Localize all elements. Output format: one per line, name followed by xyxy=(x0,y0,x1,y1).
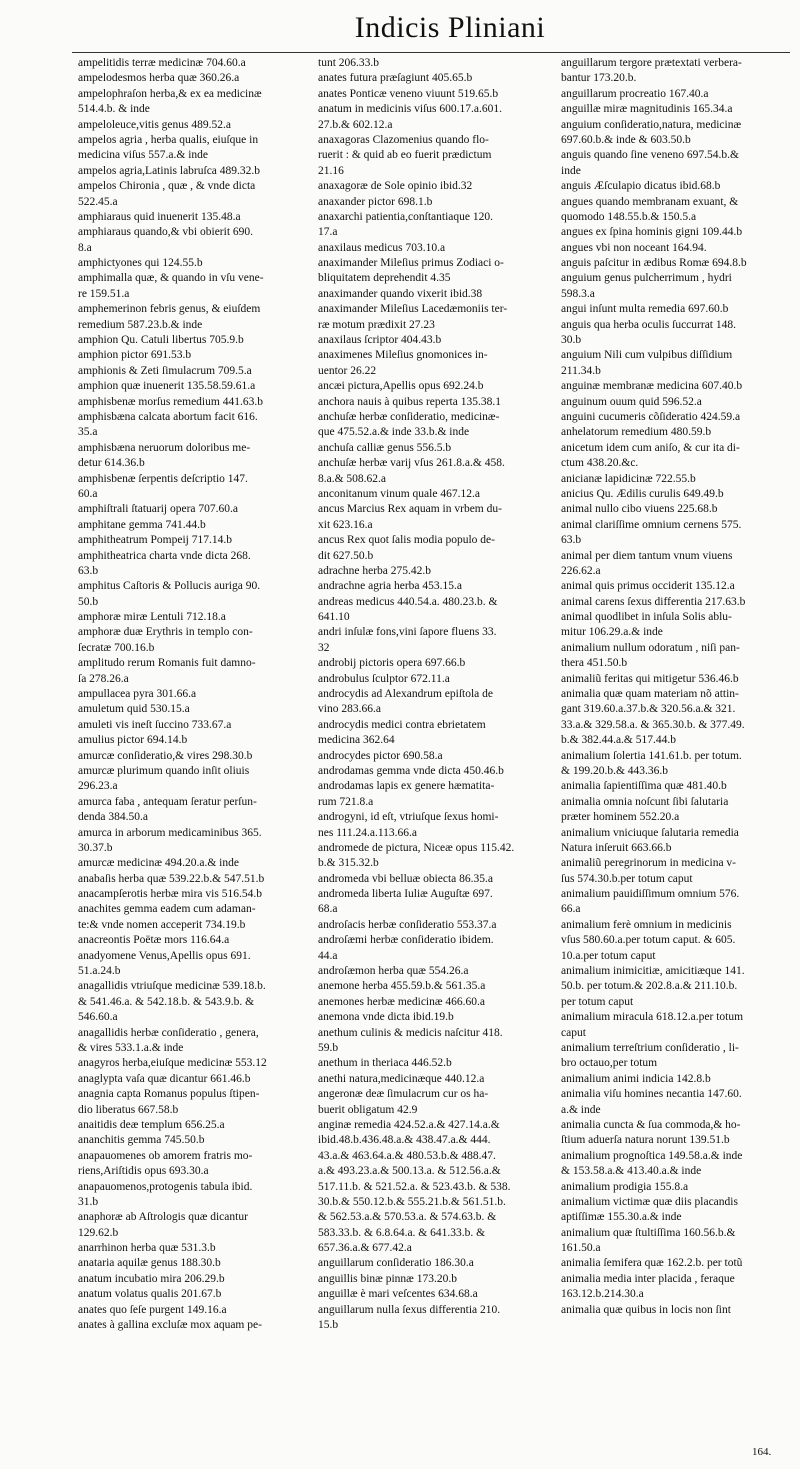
index-entry-line: 68.a xyxy=(318,903,338,916)
index-entry-line: amuletum quid 530.15.a xyxy=(78,703,190,716)
index-entry-line: anaglypta vaſa quæ dicantur 661.46.b xyxy=(78,1072,251,1085)
index-entry-line: b.& 382.44.a.& 517.44.b xyxy=(561,734,676,747)
index-entry-line: 129.62.b xyxy=(78,1226,119,1239)
index-entry-line: 514.4.b. & inde xyxy=(78,103,150,116)
index-entry-line: androſæmi herbæ conſideratio ibidem. xyxy=(318,934,494,947)
index-entry-line: ampelitidis terræ medicinæ 704.60.a xyxy=(78,57,246,69)
index-entry-line: anguium genus pulcherrimum , hydri xyxy=(561,272,732,285)
index-entry-line: animal nullo cibo viuens 225.68.b xyxy=(561,503,718,516)
index-entry-line: andromeda vbi belluæ obiecta 86.35.a xyxy=(318,872,494,885)
index-entry-line: andri inſulæ fons,vini ſapore fluens 33. xyxy=(318,626,497,639)
index-entry-line: dio liberatus 667.58.b xyxy=(78,1103,179,1116)
index-entry-line: androdamas gemma vnde dicta 450.46.b xyxy=(318,764,504,777)
index-entry-line: anatum volatus qualis 201.67.b xyxy=(78,1288,222,1301)
index-entry-line: androcydis medici contra ebrietatem xyxy=(318,718,486,731)
index-entry-line: anhelatorum remedium 480.59.b xyxy=(561,426,712,439)
index-entry-line: angues ex ſpina hominis gigni 109.44.b xyxy=(561,226,743,239)
index-entry-line: amphiaraus quid inuenerit 135.48.a xyxy=(78,210,241,223)
index-entry-line: anginæ remedia 424.52.a.& 427.14.a.& xyxy=(318,1118,500,1131)
index-entry-line: thera 451.50.b xyxy=(561,657,628,670)
index-entry-line: 44.a xyxy=(318,949,338,962)
index-entry-line: 33.a.& 329.58.a. & 365.30.b. & 377.49. xyxy=(561,718,745,731)
index-entry-line: animal quis primus occiderit 135.12.a xyxy=(561,580,735,593)
index-entry-line: anguium conſideratio,natura, medicinæ xyxy=(561,118,742,131)
index-entry-line: 583.33.b. & 6.8.64.a. & 641.33.b. & xyxy=(318,1226,486,1239)
index-entry-line: amphion pictor 691.53.b xyxy=(78,349,192,362)
index-entry-line: anguillarum conſideratio 186.30.a xyxy=(318,1257,474,1270)
index-entry-line: 31.b xyxy=(78,1195,99,1208)
index-entry-line: anguini cucumeris cõſideratio 424.59.a xyxy=(561,410,741,423)
index-entry-line: 641.10 xyxy=(318,611,350,624)
index-entry-line: anagallidis herbæ conſideratio , genera, xyxy=(78,1026,259,1039)
index-entry-line: 226.62.a xyxy=(561,564,601,577)
index-entry-line: amphoræ miræ Lentuli 712.18.a xyxy=(78,611,226,624)
index-entry-line: inde xyxy=(561,164,581,177)
index-entry-line: gant 319.60.a.37.b.& 320.56.a.& 321. xyxy=(561,703,736,716)
index-entry-line: amurcæ conſideratio,& vires 298.30.b xyxy=(78,749,253,762)
index-entry-line: animalium prognoſtica 149.58.a.& inde xyxy=(561,1149,743,1162)
index-entry-line: 522.45.a xyxy=(78,195,118,208)
index-entry-line: anatum in medicinis viſus 600.17.a.601. xyxy=(318,103,502,116)
index-entry-line: denda 384.50.a xyxy=(78,811,148,824)
index-entry-line: anates futura præſagiunt 405.65.b xyxy=(318,72,473,85)
index-entry-line: 35.a xyxy=(78,426,98,439)
index-entry-line: anaximander Mileſius primus Zodiaci o- xyxy=(318,257,504,270)
index-entry-line: bro octauo,per totum xyxy=(561,1057,658,1070)
index-entry-line: animalium miracula 618.12.a.per totum xyxy=(561,1011,744,1024)
index-entry-line: ampullacea pyra 301.66.a xyxy=(78,688,197,701)
index-entry-line: animalia quæ quibus in locis non ſint xyxy=(561,1303,731,1316)
index-entry-line: ancus Rex quot ſalis modia populo de- xyxy=(318,534,495,547)
index-entry-line: anates quo ſeſe purgent 149.16.a xyxy=(78,1303,227,1316)
index-entry-line: re 159.51.a xyxy=(78,287,130,300)
index-entry-line: anates à gallina excluſæ mox aquam pe- xyxy=(78,1319,262,1332)
index-entry-line: anguillæ è mari veſcentes 634.68.a xyxy=(318,1288,478,1301)
index-entry-line: amphion quæ inuenerit 135.58.59.61.a xyxy=(78,380,256,393)
index-entry-line: ampelos Chironia , quæ , & vnde dicta xyxy=(78,180,256,193)
index-entry-line: anguillis binæ pinnæ 173.20.b xyxy=(318,1272,457,1285)
index-entry-line: animalium terreſtrium conſideratio , li- xyxy=(561,1042,739,1054)
index-entry-line: anaximander quando vixerit ibid.38 xyxy=(318,287,483,300)
index-entry-line: ſecratæ 700.16.b xyxy=(78,641,155,654)
index-entry-line: ampelos agria , herba qualis, eiuſque in xyxy=(78,133,259,146)
index-entry-line: anaxagoras Clazomenius quando flo- xyxy=(318,133,489,146)
index-entry-line: que 475.52.a.& inde 33.b.& inde xyxy=(318,426,470,439)
index-entry-line: anates Ponticæ veneno viuunt 519.65.b xyxy=(318,87,499,100)
index-entry-line: animalium prodigia 155.8.a xyxy=(561,1180,689,1193)
index-entry-line: amulius pictor 694.14.b xyxy=(78,734,188,747)
index-entry-line: animal carens ſexus differentia 217.63.b xyxy=(561,595,746,608)
index-entry-line: anguinæ membranæ medicina 607.40.b xyxy=(561,380,743,393)
index-entry-line: androdamas lapis ex genere hæmatita- xyxy=(318,780,495,793)
index-entry-line: & 541.46.a. & 542.18.b. & 543.9.b. & xyxy=(78,995,255,1008)
index-entry-line: androſacis herbæ conſideratio 553.37.a xyxy=(318,918,497,931)
index-entry-line: amphisbæna neruorum doloribus me- xyxy=(78,441,251,454)
index-entry-line: androgyni, id eſt, vtriuſque ſexus homi- xyxy=(318,811,499,824)
index-entry-line: anchuſæ herbæ varij vſus 261.8.a.& 458. xyxy=(318,457,505,470)
index-entry-line: 17.a xyxy=(318,226,338,239)
index-entry-line: 30.b.& 550.12.b.& 555.21.b.& 561.51.b. xyxy=(318,1195,506,1208)
index-entry-line: adrachne herba 275.42.b xyxy=(318,564,432,577)
index-entry-line: buerit obligatum 42.9 xyxy=(318,1103,418,1116)
index-entry-line: animalia cuncta & ſua commoda,& ho- xyxy=(561,1118,741,1131)
index-entry-line: anconitanum vinum quale 467.12.a xyxy=(318,487,480,500)
index-entry-line: andrachne agria herba 453.15.a xyxy=(318,580,462,593)
index-entry-line: angues quando membranam exuant, & xyxy=(561,195,739,208)
index-entry-line: remedium 587.23.b.& inde xyxy=(78,318,203,331)
index-entry-line: animalium victimæ quæ diis placandis xyxy=(561,1195,738,1208)
index-entry-line: amphitus Caſtoris & Pollucis auriga 90. xyxy=(78,580,261,593)
index-entry-line: angeronæ deæ ſimulacrum cur os ha- xyxy=(318,1088,489,1101)
index-entry-line: anapauomenos,protogenis tabula ibid. xyxy=(78,1180,253,1193)
index-entry-line: animalium pauidiſſimum omnium 576. xyxy=(561,888,740,901)
index-entry-line: anaphoræ ab Aſtrologis quæ dicantur xyxy=(78,1211,248,1224)
index-entry-line: a.& inde xyxy=(561,1103,601,1116)
index-entry-line: androcydes pictor 690.58.a xyxy=(318,749,443,762)
index-entry-line: amuleti vis ineſt ſuccino 733.67.a xyxy=(78,718,232,731)
index-entry-line: animalia ſemifera quæ 162.2.b. per totũ xyxy=(561,1257,743,1270)
index-entry-line: 546.60.a xyxy=(78,1011,118,1024)
index-entry-line: animalium vniciuque ſalutaria remedia xyxy=(561,826,739,839)
index-entry-line: ctum 438.20.&c. xyxy=(561,457,639,470)
index-entry-line: 43.a.& 463.64.a.& 480.53.b.& 488.47. xyxy=(318,1149,496,1162)
index-entry-line: anguillarum procreatio 167.40.a xyxy=(561,87,709,100)
index-entry-line: angues vbi non noceant 164.94. xyxy=(561,241,707,254)
index-entry-line: anaximander Mileſius Lacedæmoniis ter- xyxy=(318,303,508,316)
index-entry-line: amurca in arborum medicaminibus 365. xyxy=(78,826,262,839)
index-entry-line: anguis qua herba oculis ſuccurrat 148. xyxy=(561,318,736,331)
index-entry-line: caput xyxy=(561,1026,586,1039)
index-entry-line: 657.36.a.& 677.42.a xyxy=(318,1242,412,1255)
index-entry-line: amphitheatrum Pompeij 717.14.b xyxy=(78,534,232,547)
index-entry-line: anethi natura,medicinæque 440.12.a xyxy=(318,1072,485,1085)
index-entry-line: rum 721.8.a xyxy=(318,795,374,808)
index-entry-line: anabaſis herba quæ 539.22.b.& 547.51.b xyxy=(78,872,265,885)
index-entry-line: nes 111.24.a.113.66.a xyxy=(318,826,418,839)
index-entry-line: anethum in theriaca 446.52.b xyxy=(318,1057,452,1070)
index-entry-line: andromede de pictura, Niceæ opus 115.42. xyxy=(318,841,515,854)
index-entry-line: præter hominem 552.20.a xyxy=(561,811,680,824)
index-entry-line: a.& 493.23.a.& 500.13.a. & 512.56.a.& xyxy=(318,1165,501,1178)
index-column-2 xyxy=(318,56,556,1333)
index-entry-line: 8.a.& 508.62.a xyxy=(318,472,387,485)
index-entry-line: anaximenes Mileſius gnomonices in- xyxy=(318,349,488,362)
index-entry-line: anicianæ lapidicinæ 722.55.b xyxy=(561,472,696,485)
index-entry-line: animal quodlibet in inſula Solis ablu- xyxy=(561,611,732,624)
index-entry-line: 296.23.a xyxy=(78,780,118,793)
index-entry-line: ananchitis gemma 745.50.b xyxy=(78,1134,205,1147)
index-entry-line: anaxagoræ de Sole opinio ibid.32 xyxy=(318,180,473,193)
index-entry-line: bantur 173.20.b. xyxy=(561,72,637,85)
index-entry-line: animalium ſolertia 141.61.b. per totum. xyxy=(561,749,742,762)
index-entry-line: 21.16 xyxy=(318,164,344,177)
index-entry-line: ancæi pictura,Apellis opus 692.24.b xyxy=(318,380,484,393)
index-entry-line: amphemerinon febris genus, & eiuſdem xyxy=(78,303,261,316)
index-entry-line: anapauomenes ob amorem fratris mo- xyxy=(78,1149,253,1162)
index-entry-line: anchora nauis à quibus reperta 135.38.1 xyxy=(318,395,501,408)
index-entry-line: amphitane gemma 741.44.b xyxy=(78,518,206,531)
index-entry-line: 30.37.b xyxy=(78,841,113,854)
index-entry-line: anacampſerotis herbæ mira vis 516.54.b xyxy=(78,888,262,901)
index-entry-line: anguillæ miræ magnitudinis 165.34.a xyxy=(561,103,733,116)
index-entry-line: amphion Qu. Catuli libertus 705.9.b xyxy=(78,334,244,347)
index-entry-line: anguis paſcitur in ædibus Romæ 694.8.b xyxy=(561,257,747,270)
index-entry-line: riens,Ariſtidis opus 693.30.a xyxy=(78,1165,209,1178)
index-entry-line: anethum culinis & medicis naſcitur 418. xyxy=(318,1026,503,1039)
index-entry-line: anguillarum nulla ſexus differentia 210. xyxy=(318,1303,501,1316)
index-entry-line: ſus 574.30.b.per totum caput xyxy=(561,872,693,885)
index-entry-line: vſus 580.60.a.per totum caput. & 605. xyxy=(561,934,736,947)
index-entry-line: androcydis ad Alexandrum epiſtola de xyxy=(318,688,494,701)
index-entry-line: medicina viſus 557.a.& inde xyxy=(78,149,208,162)
index-entry-line: anaxarchi patientia,conſtantiaque 120. xyxy=(318,210,493,223)
index-entry-line: 15.b xyxy=(318,1319,339,1332)
index-entry-line: amphiaraus quando,& vbi obierit 690. xyxy=(78,226,254,239)
index-entry-line: anaxander pictor 698.1.b xyxy=(318,195,433,208)
index-entry-line: xit 623.16.a xyxy=(318,518,373,531)
index-entry-line: anicius Qu. Ædilis curulis 649.49.b xyxy=(561,487,724,500)
index-entry-line: bliquitatem deprehendit 4.35 xyxy=(318,272,451,285)
index-entry-line: uentor 26.22 xyxy=(318,364,377,377)
index-entry-line: animaliũ peregrinorum in medicina v- xyxy=(561,857,736,870)
index-entry-line: & 153.58.a.& 413.40.a.& inde xyxy=(561,1165,702,1178)
index-entry-line: 697.60.b.& inde & 603.50.b xyxy=(561,133,691,146)
index-entry-line: animaliũ feritas qui mitigetur 536.46.b xyxy=(561,672,739,685)
index-column-1 xyxy=(78,56,316,1333)
index-entry-line: animalium animi indicia 142.8.b xyxy=(561,1072,711,1085)
index-entry-line: anataria aquilæ genus 188.30.b xyxy=(78,1257,221,1270)
index-entry-line: andreas medicus 440.54.a. 480.23.b. & xyxy=(318,595,498,608)
index-entry-line: 51.a.24.b xyxy=(78,965,121,978)
index-entry-line: 161.50.a xyxy=(561,1242,601,1255)
index-entry-line: androbij pictoris opera 697.66.b xyxy=(318,657,466,670)
index-entry-line: anagnia capta Romanus populus ſtipen- xyxy=(78,1088,260,1101)
index-entry-line: anagallidis vtriuſque medicinæ 539.18.b. xyxy=(78,980,266,993)
index-entry-line: animal clariſſime omnium cernens 575. xyxy=(561,518,742,531)
index-entry-line: animalia omnia noſcunt ſibi ſalutaria xyxy=(561,795,729,808)
index-entry-line: anarrhinon herba quæ 531.3.b xyxy=(78,1242,216,1255)
index-entry-line: anemona vnde dicta ibid.19.b xyxy=(318,1011,454,1024)
index-entry-line: 63.b xyxy=(78,564,99,577)
index-entry-line: anchuſæ herbæ conſideratio, medicinæ- xyxy=(318,410,500,423)
page-number: 164. xyxy=(752,1446,772,1458)
index-entry-line: anicetum idem cum aniſo, & cur ita di- xyxy=(561,441,740,454)
index-entry-line: b.& 315.32.b xyxy=(318,857,379,870)
index-entry-line: amphitheatrica charta vnde dicta 268. xyxy=(78,549,251,562)
index-entry-line: dit 627.50.b xyxy=(318,549,374,562)
index-entry-line: 66.a xyxy=(561,903,581,916)
index-entry-line: 50.b. per totum.& 202.8.a.& 211.10.b. xyxy=(561,980,738,993)
index-entry-line: 27.b.& 602.12.a xyxy=(318,118,393,131)
index-entry-line: aptiſſimæ 155.30.a.& inde xyxy=(561,1211,682,1224)
index-entry-line: 163.12.b.214.30.a xyxy=(561,1288,644,1301)
index-entry-line: amphiſtrali ſtatuarij opera 707.60.a xyxy=(78,503,238,516)
index-entry-line: 8.a xyxy=(78,241,92,254)
index-entry-line: amphisbæna calcata abortum facit 616. xyxy=(78,410,258,423)
index-entry-line: animalia quæ quam materiam nõ attin- xyxy=(561,688,739,701)
index-entry-line: Natura inſeruit 663.66.b xyxy=(561,841,672,854)
index-entry-line: anaxilaus ſcriptor 404.43.b xyxy=(318,334,442,347)
index-entry-line: ibid.48.b.436.48.a.& 438.47.a.& 444. xyxy=(318,1134,491,1147)
index-entry-line: animalium ferè omnium in medicinis xyxy=(561,918,732,931)
index-entry-line: detur 614.36.b xyxy=(78,457,145,470)
index-entry-line: ampeloleuce,vitis genus 489.52.a xyxy=(78,118,231,131)
index-entry-line: 211.34.b xyxy=(561,364,601,377)
index-entry-line: anguis quando ſine veneno 697.54.b.& xyxy=(561,149,739,162)
index-entry-line: ſa 278.26.a xyxy=(78,672,129,685)
index-entry-line: androſæmon herba quæ 554.26.a xyxy=(318,965,469,978)
index-entry-line: 598.3.a xyxy=(561,287,595,300)
index-entry-line: ruerit : & quid ab eo fuerit prædictum xyxy=(318,149,492,162)
index-entry-line: vino 283.66.a xyxy=(318,703,381,716)
page-title: Indicis Pliniani xyxy=(354,11,546,44)
index-entry-line: ſtium aduerſa natura norunt 139.51.b xyxy=(561,1134,730,1147)
index-entry-line: animal per diem tantum vnum viuens xyxy=(561,549,733,562)
index-entry-line: quomodo 148.55.b.& 150.5.a xyxy=(561,210,697,223)
index-entry-line: angui inſunt multa remedia 697.60.b xyxy=(561,303,729,316)
index-entry-line: ræ motum prædixit 27.23 xyxy=(318,318,435,331)
index-entry-line: te:& vnde nomen acceperit 734.19.b xyxy=(78,918,246,931)
index-entry-line: amphisbenæ morſus remedium 441.63.b xyxy=(78,395,263,408)
index-column-3 xyxy=(561,56,799,1318)
index-entry-line: anaitidis deæ templum 656.25.a xyxy=(78,1118,225,1131)
index-entry-line: animalium nullum odoratum , niſi pan- xyxy=(561,641,740,654)
index-entry-line: 517.11.b. & 521.52.a. & 523.43.b. & 538. xyxy=(318,1180,511,1193)
index-entry-line: 32 xyxy=(318,641,330,654)
index-entry-line: mitur 106.29.a.& inde xyxy=(561,626,663,639)
index-entry-line: amurcæ medicinæ 494.20.a.& inde xyxy=(78,857,239,870)
index-entry-line: per totum caput xyxy=(561,995,634,1008)
index-entry-line: 59.b xyxy=(318,1042,339,1054)
header-rule xyxy=(72,52,790,53)
index-entry-line: amphoræ duæ Erythris in templo con- xyxy=(78,626,253,639)
index-entry-line: 10.a.per totum caput xyxy=(561,949,656,962)
index-entry-line: anaxilaus medicus 703.10.a xyxy=(318,241,446,254)
index-entry-line: anguis Æſculapio dicatus ibid.68.b xyxy=(561,180,721,193)
index-entry-line: anagyros herba,eiuſque medicinæ 553.12 xyxy=(78,1057,267,1070)
index-entry-line: animalium quæ ſtultiſſima 160.56.b.& xyxy=(561,1226,736,1239)
index-entry-line: 63.b xyxy=(561,534,582,547)
index-entry-line: ampelos agria,Latinis labruſca 489.32.b xyxy=(78,164,261,177)
index-entry-line: tunt 206.33.b xyxy=(318,57,380,69)
index-entry-line: anguillarum tergore prætextati verbera- xyxy=(561,57,742,69)
index-entry-line: andromeda liberta Iuliæ Auguſtæ 697. xyxy=(318,888,493,901)
index-entry-line: anemones herbæ medicinæ 466.60.a xyxy=(318,995,486,1008)
index-entry-line: ancus Marcius Rex aquam in vrbem du- xyxy=(318,503,502,516)
index-entry-line: anadyomene Venus,Apellis opus 691. xyxy=(78,949,251,962)
index-entry-line: & 199.20.b.& 443.36.b xyxy=(561,764,669,777)
index-entry-line: anachites gemma eadem cum adaman- xyxy=(78,903,256,916)
index-entry-line: anguium Nili cum vulpibus diſſidium xyxy=(561,349,733,362)
index-entry-line: amphictyones qui 124.55.b xyxy=(78,257,203,270)
index-entry-line: amplitudo rerum Romanis fuit damno- xyxy=(78,657,256,670)
index-entry-line: amphionis & Zeti ſimulacrum 709.5.a xyxy=(78,364,252,377)
index-entry-line: anatum incubatio mira 206.29.b xyxy=(78,1272,225,1285)
index-entry-line: ampelophraſon herba,& ex ea medicinæ xyxy=(78,87,262,100)
index-entry-line: animalia viſu homines necantia 147.60. xyxy=(561,1088,742,1101)
index-entry-line: animalia media inter placida , feraque xyxy=(561,1272,735,1285)
index-entry-line: anguinum ouum quid 596.52.a xyxy=(561,395,702,408)
index-entry-line: amurca faba , antequam ſeratur perſun- xyxy=(78,795,257,808)
index-entry-line: ampelodesmos herba quæ 360.26.a xyxy=(78,72,240,85)
index-entry-line: medicina 362.64 xyxy=(318,734,395,747)
index-entry-line: anemone herba 455.59.b.& 561.35.a xyxy=(318,980,486,993)
index-entry-line: & 562.53.a.& 570.53.a. & 574.63.b. & xyxy=(318,1211,497,1224)
index-entry-line: 60.a xyxy=(78,487,98,500)
index-entry-line: amphisbenæ ſerpentis deſcriptio 147. xyxy=(78,472,248,485)
index-entry-line: 30.b xyxy=(561,334,582,347)
index-entry-line: animalia ſapientiſſima quæ 481.40.b xyxy=(561,780,727,793)
index-entry-line: anchuſa calliæ genus 556.5.b xyxy=(318,441,452,454)
index-entry-line: 50.b xyxy=(78,595,99,608)
index-entry-line: androbulus ſculptor 672.11.a xyxy=(318,672,450,685)
index-entry-line: amphimalla quæ, & quando in vſu vene- xyxy=(78,272,264,285)
index-entry-line: anacreontis Poëtæ mors 116.64.a xyxy=(78,934,230,947)
index-entry-line: animalium inimicitiæ, amicitiæque 141. xyxy=(561,965,745,978)
index-entry-line: & vires 533.1.a.& inde xyxy=(78,1042,184,1054)
index-entry-line: amurcæ plurimum quando inſit oliuis xyxy=(78,764,250,777)
